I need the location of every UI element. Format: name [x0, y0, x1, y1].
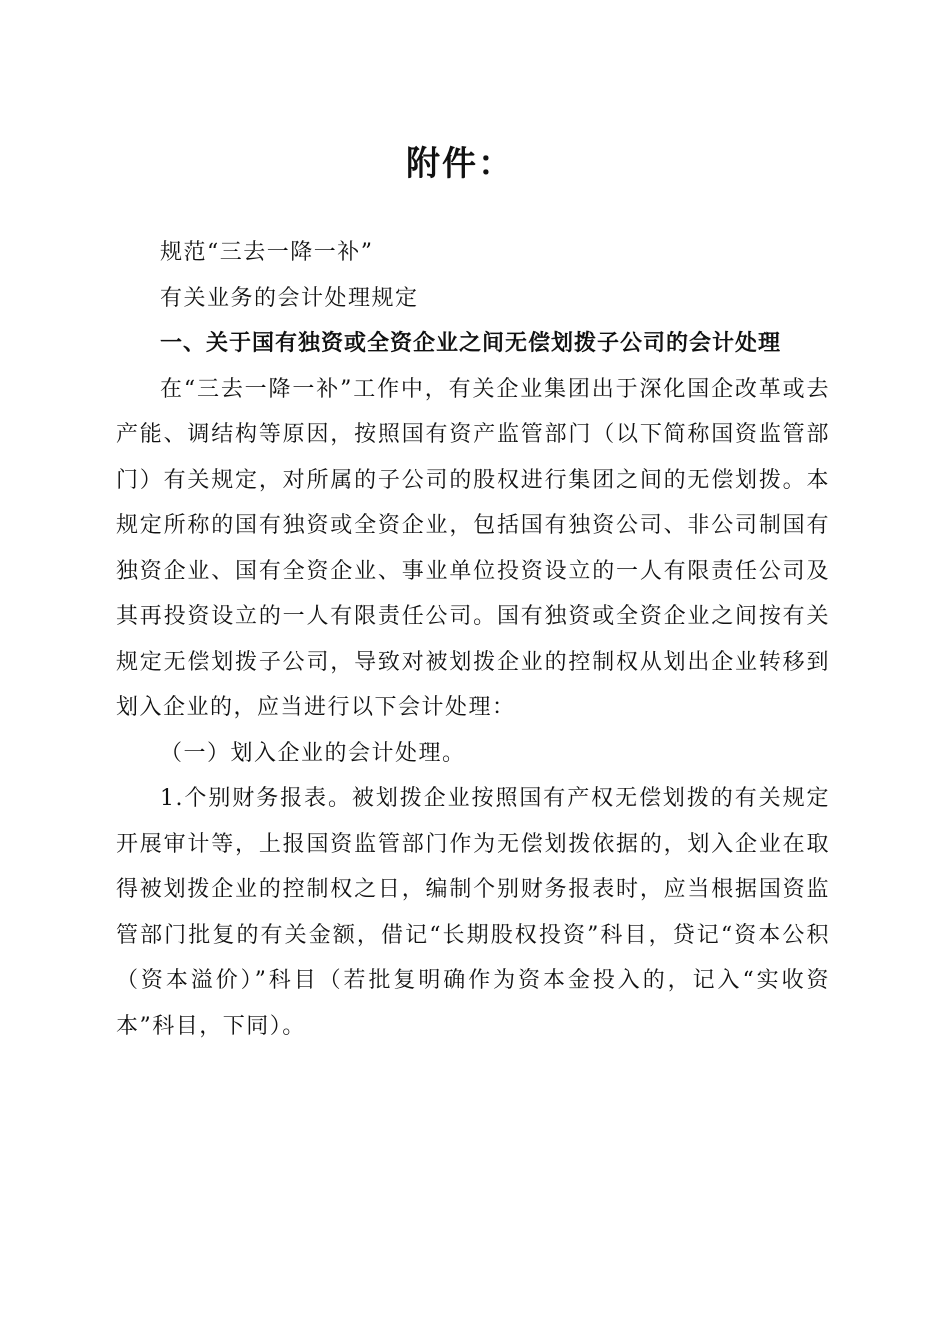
section-1-paragraph: 在“三去一降一补”工作中，有关企业集团出于深化国企改革或去产能、调结构等原因，按照国有资产监管部门（以下简称国资监管部门）有关规定，对所属的子公司的股权进行集团之间的无偿划拨。本规定所称的国有独资或全资企业，包括国有独资公司、非公司制国有独资企业、国有全资企业、事业单位投资设立的一人有限责任公司及其再投资设立的一人有限责任公司。国有独资或全资企业之间按有关规定无偿划拨子公司，导致对被划拨企业的控制权从划出企业转移到划入企业的，应当进行以下会计处理：	[116, 376, 830, 720]
section-1-heading: 一、关于国有独资或全资企业之间无偿划拨子公司的会计处理	[160, 331, 782, 356]
document-body	[116, 230, 830, 1049]
document-title: 附件：	[406, 144, 514, 184]
subtitle-line-1: 规范“三去一降一补”	[160, 240, 374, 265]
item-1-paragraph: 1.个别财务报表。被划拨企业按照国有产权无偿划拨的有关规定开展审计等，上报国资监管部门作为无偿划拨依据的，划入企业在取得被划拨企业的控制权之日，编制个别财务报表时，应当根据国资监管部门批复的有关金额，借记“长期股权投资”科目，贷记“资本公积（资本溢价）”科目（若批复明确作为资本金投入的，记入“实收资本”科目，下同）。	[116, 786, 830, 1039]
subtitle-line-2: 有关业务的会计处理规定	[160, 285, 419, 311]
subsection-1-heading: （一）划入企业的会计处理。	[160, 740, 466, 766]
